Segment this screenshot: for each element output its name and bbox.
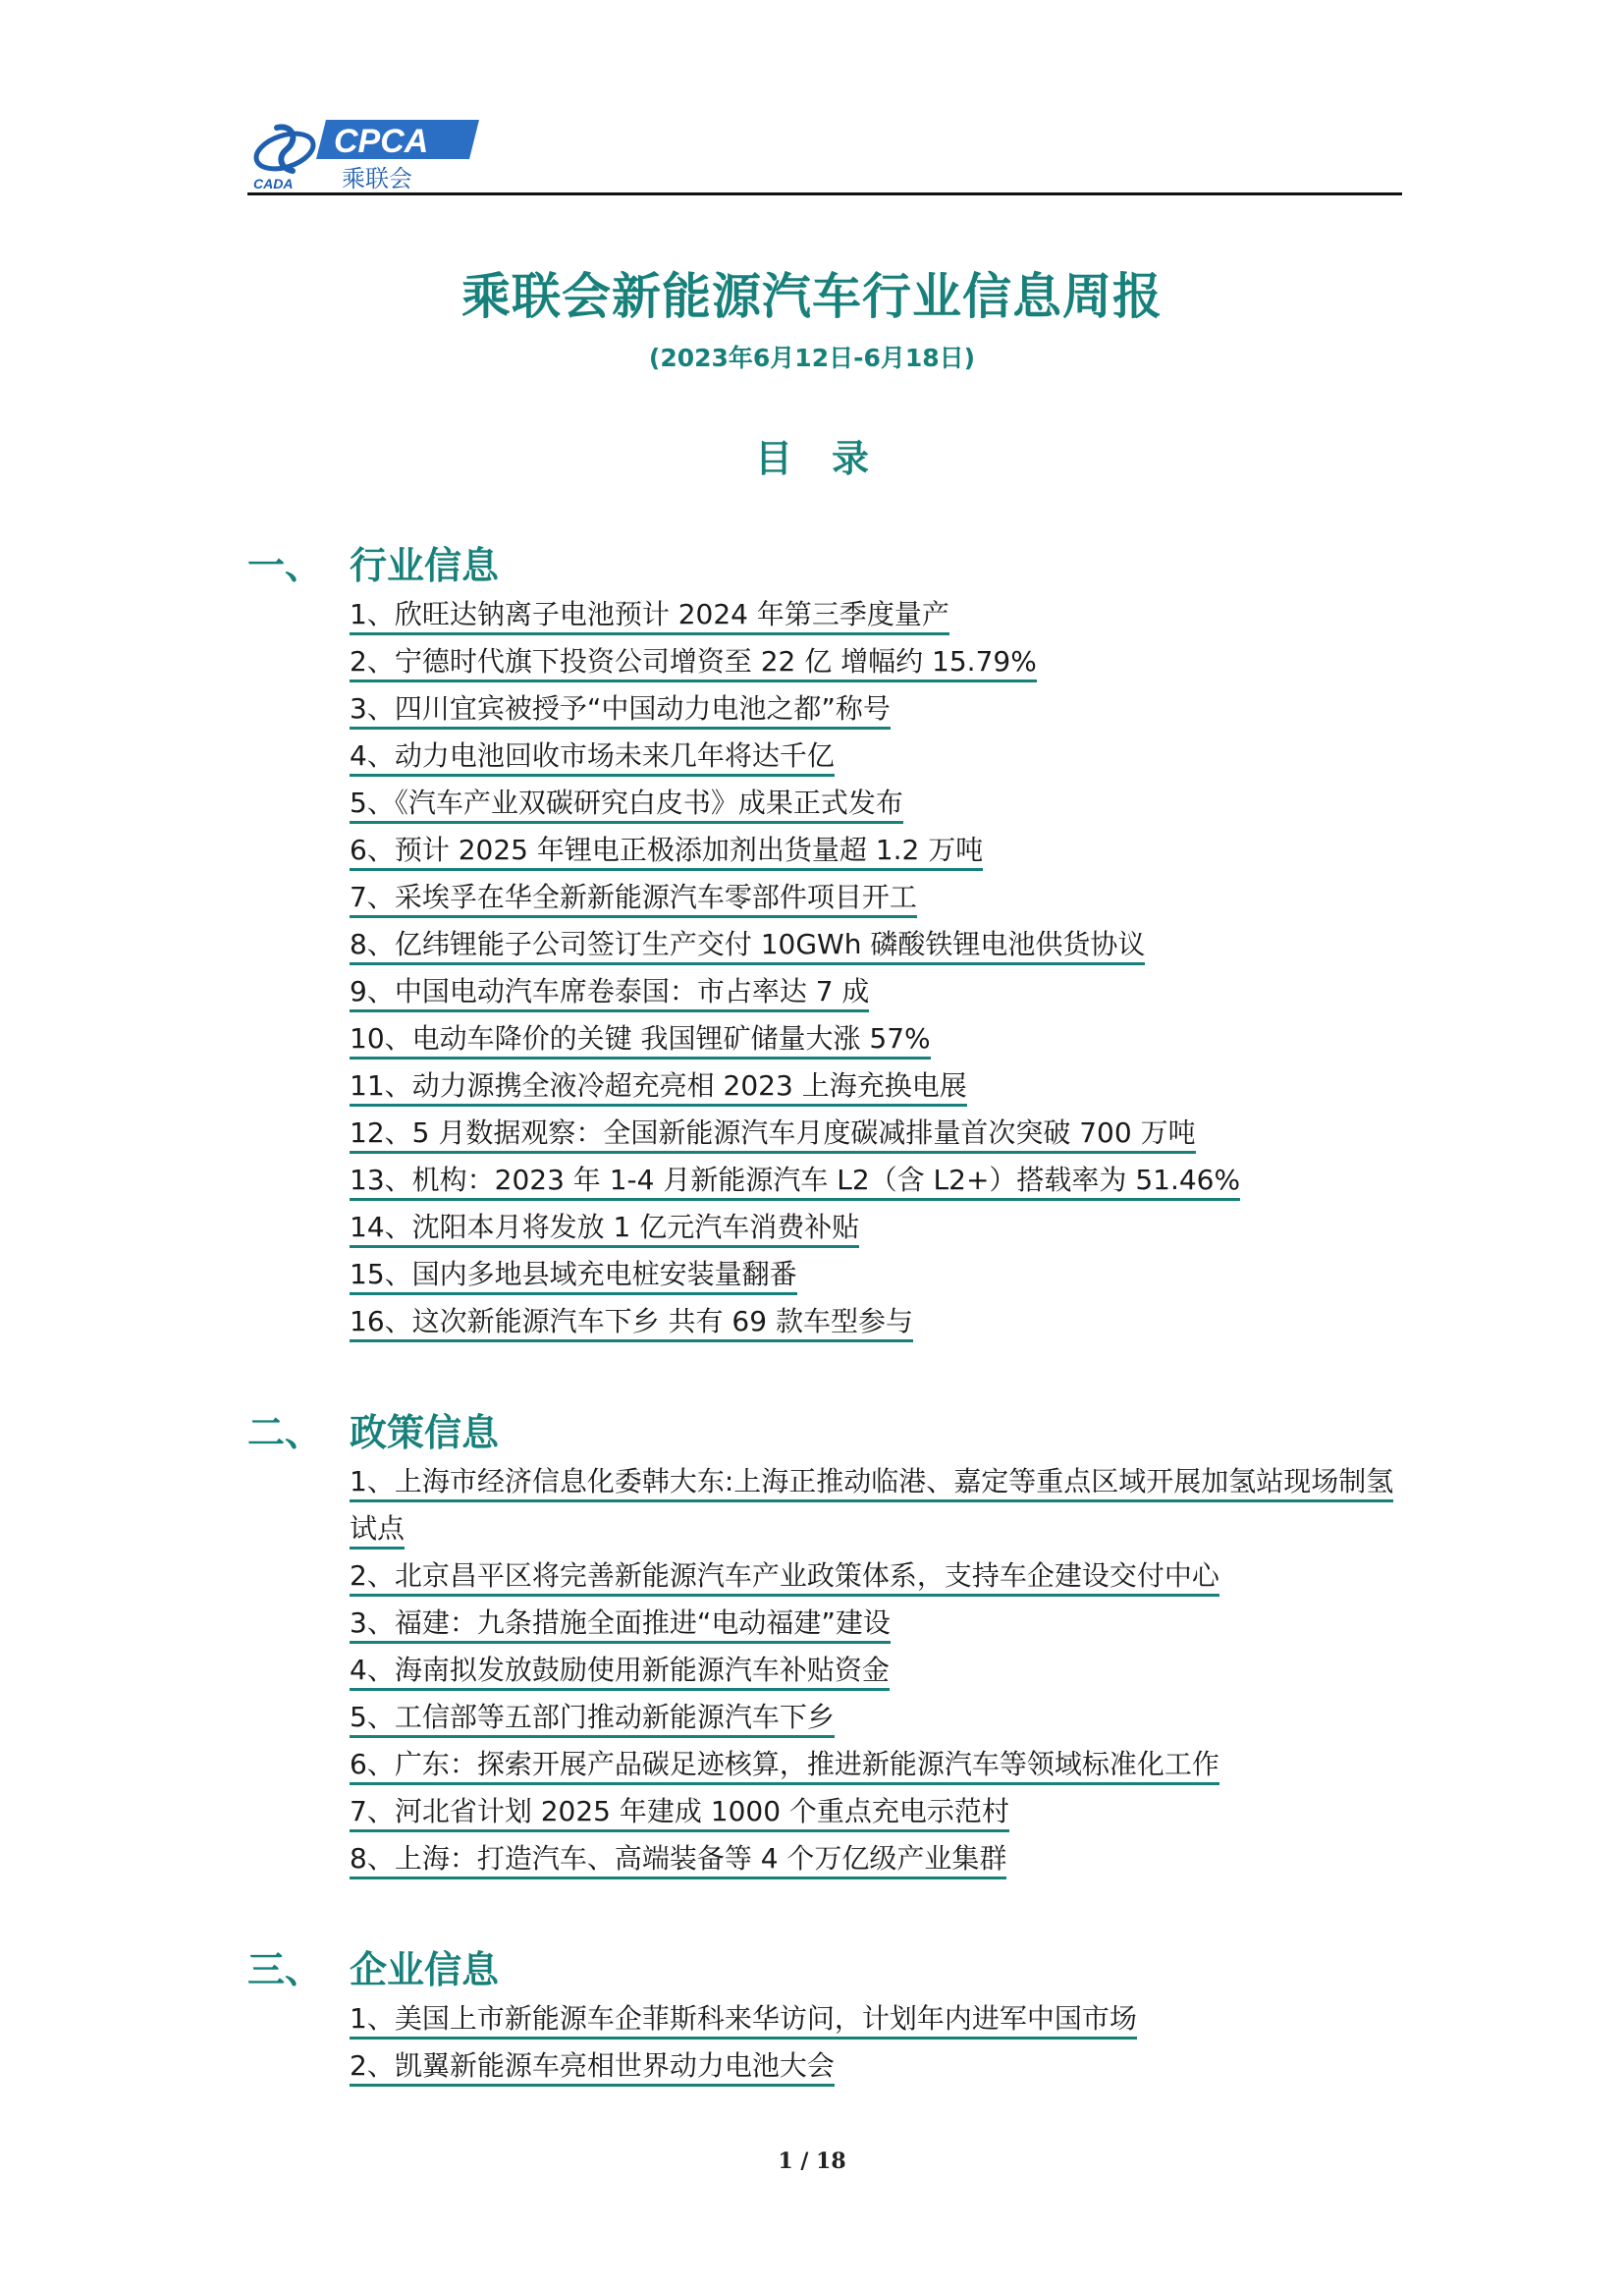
toc-link[interactable]: 2、北京昌平区将完善新能源汽车产业政策体系，支持车企建设交付中心: [350, 1559, 1219, 1597]
toc-item: [350, 1647, 1406, 1694]
toc-section-industry: [247, 532, 1406, 1345]
toc-link[interactable]: 14、沈阳本月将发放 1 亿元汽车消费补贴: [350, 1211, 859, 1248]
toc-item: [350, 1015, 1406, 1062]
toc-item: [350, 1552, 1406, 1600]
svg-text:CADA: CADA: [253, 176, 294, 191]
toc-item: [350, 685, 1406, 733]
toc-link[interactable]: 15、国内多地县域充电桩安装量翻番: [350, 1258, 797, 1295]
cada-emblem-icon: [252, 127, 318, 191]
toc-item: [350, 1110, 1406, 1157]
toc-link[interactable]: 3、福建：九条措施全面推进“电动福建”建设: [350, 1606, 891, 1644]
toc-item: [350, 921, 1406, 968]
toc-link[interactable]: 2、凯翼新能源车亮相世界动力电池大会: [350, 2049, 835, 2087]
toc-link[interactable]: 4、海南拟发放鼓励使用新能源汽车补贴资金: [350, 1654, 890, 1691]
cpca-logo: [247, 110, 483, 192]
toc-item: [350, 827, 1406, 874]
section-title: 政策信息: [350, 1410, 500, 1454]
page-title: 乘联会新能源汽车行业信息周报: [461, 268, 1163, 325]
toc-item: [350, 780, 1406, 827]
toc-link[interactable]: 5、《汽车产业双碳研究白皮书》成果正式发布: [350, 787, 903, 824]
section-number: 二、: [247, 1410, 323, 1454]
toc-item: [350, 1458, 1406, 1552]
toc-link[interactable]: 7、河北省计划 2025 年建成 1000 个重点充电示范村: [350, 1795, 1009, 1832]
toc-item: [350, 1157, 1406, 1204]
logo-subtext: 乘联会: [342, 165, 412, 192]
section-heading: [247, 532, 1406, 591]
toc-item: [350, 1995, 1406, 2042]
toc-section-enterprise: [247, 1936, 1406, 2090]
toc-link[interactable]: 13、机构：2023 年 1-4 月新能源汽车 L2（含 L2+）搭载率为 51.46%: [350, 1164, 1240, 1201]
toc-link[interactable]: 6、广东：探索开展产品碳足迹核算，推进新能源汽车等领域标准化工作: [350, 1748, 1219, 1785]
toc-item: [350, 638, 1406, 685]
toc-item: [350, 1788, 1406, 1835]
toc-link[interactable]: 12、5 月数据观察：全国新能源汽车月度碳减排量首次突破 700 万吨: [350, 1116, 1196, 1154]
toc-heading: 目录: [754, 437, 908, 480]
section-heading: [247, 1936, 1406, 1995]
toc-list: [247, 1995, 1406, 2090]
toc-section-policy: [247, 1399, 1406, 1882]
date-range-subtitle: (2023年6月12日-6月18日): [648, 344, 976, 372]
toc-list: [247, 1458, 1406, 1882]
toc-link[interactable]: 6、预计 2025 年锂电正极添加剂出货量超 1.2 万吨: [350, 834, 983, 871]
toc-link[interactable]: 1、上海市经济信息化委韩大东:上海正推动临港、嘉定等重点区域开展加氢站现场制氢试点: [350, 1465, 1393, 1550]
toc-item: [350, 1062, 1406, 1110]
toc-item: [350, 874, 1406, 921]
toc-link[interactable]: 1、欣旺达钠离子电池预计 2024 年第三季度量产: [350, 598, 949, 635]
section-number: 一、: [247, 543, 323, 587]
section-title: 行业信息: [350, 543, 500, 587]
section-title: 企业信息: [350, 1947, 500, 1991]
toc-link[interactable]: 3、四川宜宾被授予“中国动力电池之都”称号: [350, 692, 891, 730]
toc-link[interactable]: 2、宁德时代旗下投资公司增资至 22 亿 增幅约 15.79%: [350, 645, 1037, 682]
toc-item: [350, 1251, 1406, 1298]
section-heading: [247, 1399, 1406, 1458]
toc-link[interactable]: 10、电动车降价的关键 我国锂矿储量大涨 57%: [350, 1022, 931, 1060]
toc-link[interactable]: 16、这次新能源汽车下乡 共有 69 款车型参与: [350, 1305, 913, 1342]
section-number: 三、: [247, 1947, 323, 1991]
toc-item: [350, 1600, 1406, 1647]
toc-item: [350, 1741, 1406, 1788]
toc-link[interactable]: 9、中国电动汽车席卷泰国：市占率达 7 成: [350, 975, 869, 1012]
page-number: 1 / 18: [778, 2149, 846, 2174]
cpca-wordmark: CPCA: [334, 123, 429, 160]
toc-item: [350, 733, 1406, 780]
header-rule: [247, 192, 1402, 195]
toc-link[interactable]: 8、亿纬锂能子公司签订生产交付 10GWh 磷酸铁锂电池供货协议: [350, 928, 1145, 965]
toc-item: [350, 1835, 1406, 1882]
toc-link[interactable]: 7、采埃孚在华全新新能源汽车零部件项目开工: [350, 881, 917, 918]
toc-list: [247, 591, 1406, 1345]
toc-item: [350, 1204, 1406, 1251]
toc-link[interactable]: 4、动力电池回收市场未来几年将达千亿: [350, 739, 835, 777]
toc-item: [350, 1694, 1406, 1741]
toc-link[interactable]: 5、工信部等五部门推动新能源汽车下乡: [350, 1701, 835, 1738]
toc-item: [350, 2042, 1406, 2090]
toc-link[interactable]: 11、动力源携全液冷超充亮相 2023 上海充换电展: [350, 1069, 967, 1107]
page-header: [247, 110, 1402, 196]
toc-item: [350, 591, 1406, 638]
toc-link[interactable]: 1、美国上市新能源车企菲斯科来华访问，计划年内进军中国市场: [350, 2002, 1137, 2040]
toc-item: [350, 1298, 1406, 1345]
toc-item: [350, 968, 1406, 1015]
toc-link[interactable]: 8、上海：打造汽车、高端装备等 4 个万亿级产业集群: [350, 1842, 1006, 1879]
